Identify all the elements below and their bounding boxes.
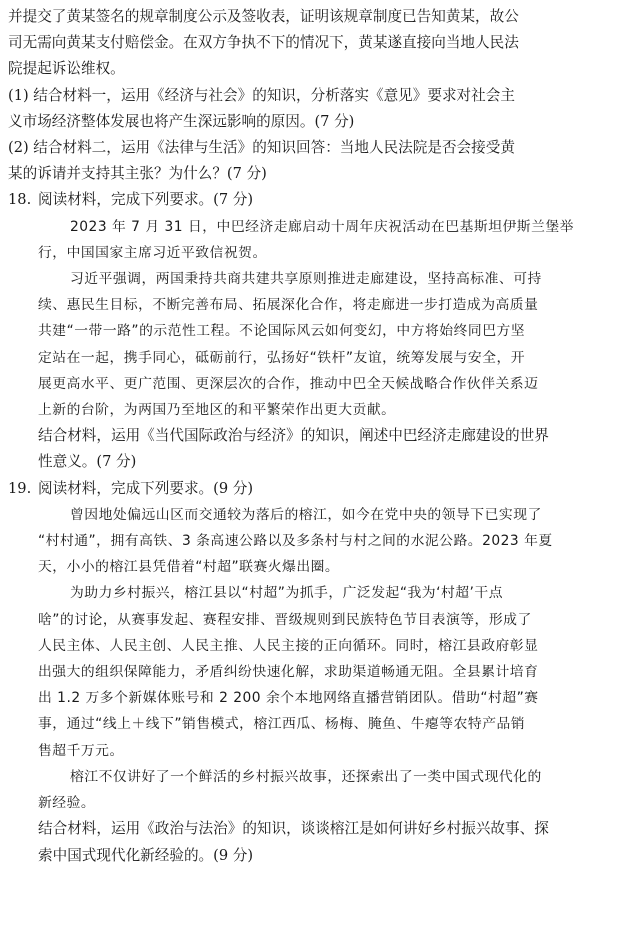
subquestion-1 — [8, 83, 636, 135]
text-line: 为助力乡村振兴，榕江县以“村超”为抓手，广泛发起“我为‘村超’干点 — [70, 585, 504, 602]
q17-subquestions — [8, 83, 636, 188]
text-line: 事，通过“线上＋线下”销售模式，榕江西瓜、杨梅、腌鱼、牛瘪等农特产品销 — [38, 716, 526, 733]
text-line: 并提交了黄某签名的规章制度公示及签收表，证明该规章制度已告知黄某，故公 — [8, 8, 519, 25]
question-header — [8, 187, 636, 213]
text-line: 性意义。(7 分) — [38, 453, 137, 471]
text-line: 结合材料，运用《政治与法治》的知识，谈谈榕江是如何讲好乡村振兴故事、探 — [38, 820, 549, 838]
text-line: 行，中国国家主席习近平致信祝贺。 — [38, 244, 267, 261]
text-line: 售超千万元。 — [38, 742, 124, 759]
text-line: 续、惠民生目标，不断完善布局、拓展深化合作，将走廊进一步打造成为高质量 — [38, 297, 539, 314]
text-line: 习近平强调，两国秉持共商共建共享原则推进走廊建设，坚持高标准、可持 — [70, 271, 542, 288]
material-paragraph — [8, 764, 636, 816]
material-paragraph — [8, 580, 636, 763]
text-line: 院提起诉讼维权。 — [8, 60, 125, 78]
text-line: 出强大的组织保障能力，矛盾纠纷快速化解，求助渠道畅通无阻。全县累计培育 — [38, 664, 539, 681]
text-line: 索中国式现代化新经验的。(9 分) — [38, 846, 254, 864]
text-line: 啥”的讨论，从赛事发起、赛程安排、晋级规则到民族特色节目表演等，形成了 — [38, 611, 532, 628]
material-paragraph — [8, 214, 636, 266]
text-line: 某的诉请并支持其主张？为什么？(7 分) — [8, 165, 267, 183]
text-line: 司无需向黄某支付赔偿金。在双方争执不下的情况下，黄某遂直接向当地人民法 — [8, 34, 519, 52]
text-line: 展更高水平、更广范围、更深层次的合作，推动中巴全天候战略合作伙伴关系迈 — [38, 375, 539, 392]
text-line: (1) 结合材料一，运用《经济与社会》的知识，分析落实《意见》要求对社会主 — [8, 86, 515, 104]
text-line: 共建“一带一路”的示范性工程。不论国际风云如何变幻，中方将始终同巴方坚 — [38, 323, 526, 340]
question-number: 18. — [8, 191, 32, 209]
text-line: 结合材料，运用《当代国际政治与经济》的知识，阐述中巴经济走廊建设的世界 — [38, 427, 549, 445]
text-line: 新经验。 — [38, 795, 96, 812]
text-line: (2) 结合材料二，运用《法律与生活》的知识回答：当地人民法院是否会接受黄 — [8, 139, 515, 157]
question-task — [8, 816, 636, 868]
text-line: 榕江不仅讲好了一个鲜活的乡村振兴故事，还探索出了一类中国式现代化的 — [70, 768, 542, 785]
question-prompt: 阅读材料，完成下列要求。(9 分) — [38, 479, 254, 497]
material-continuation — [8, 4, 636, 83]
question-task — [8, 423, 636, 475]
subquestion-2 — [8, 135, 636, 187]
text-line: 人民主体、人民主创、人民主推、人民主接的正向循环。同时，榕江县政府彰显 — [38, 637, 539, 654]
material-paragraph — [8, 502, 636, 581]
question-19 — [8, 476, 636, 869]
text-line: 定站在一起，携手同心，砥砺前行，弘扬好“铁杆”友谊，统筹发展与安全，开 — [38, 349, 526, 366]
text-line: 天，小小的榕江县凭借着“村超”联赛火爆出圈。 — [38, 559, 340, 576]
question-header — [8, 476, 636, 502]
text-line: 2023 年 7 月 31 日，中巴经济走廊启动十周年庆祝活动在巴基斯坦伊斯兰堡举 — [70, 218, 574, 235]
question-18 — [8, 187, 636, 475]
text-line: 出 1.2 万多个新媒体账号和 2 200 余个本地网络直播营销团队。借助“村超”赛 — [38, 690, 539, 707]
text-line: 曾因地处偏远山区而交通较为落后的榕江，如今在党中央的领导下已实现了 — [70, 506, 542, 523]
question-prompt: 阅读材料，完成下列要求。(7 分) — [38, 191, 254, 209]
material-paragraph — [8, 266, 636, 423]
text-line: 上新的台阶，为两国乃至地区的和平繁荣作出更大贡献。 — [38, 402, 396, 419]
text-line: “村村通”，拥有高铁、3 条高速公路以及多条村与村之间的水泥公路。2023 年夏 — [38, 533, 553, 550]
question-number: 19. — [8, 479, 32, 497]
text-line: 义市场经济整体发展也将产生深远影响的原因。(7 分) — [8, 112, 355, 130]
